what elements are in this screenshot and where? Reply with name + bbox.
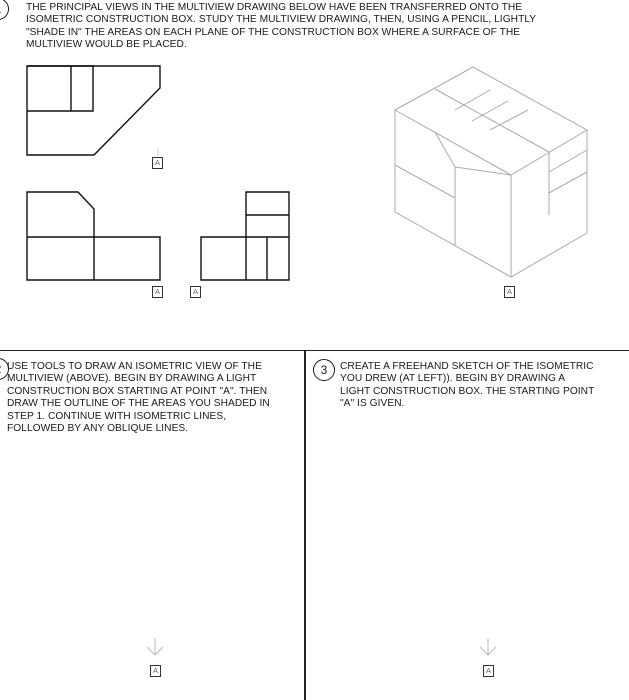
point-a-marker-step-3: A	[483, 665, 494, 677]
point-a-marker-front-view: A	[152, 286, 163, 298]
step-1-line: ISOMETRIC CONSTRUCTION BOX. STUDY THE MULTIVIEW DRAWING, THEN, USING A PENCIL, LIGHTLY	[26, 14, 537, 26]
point-a-marker-side-view: A	[190, 286, 201, 298]
step-1-line: THE PRINCIPAL VIEWS IN THE MULTIVIEW DRAWING BELOW HAVE BEEN TRANSFERRED ONTO THE	[26, 2, 523, 13]
step-3-line: "A" IS GIVEN.	[340, 398, 405, 410]
step-1-line: "SHADE IN" THE AREAS ON EACH PLANE OF THE CONSTRUCTION BOX WHERE A SURFACE OF THE	[26, 26, 521, 38]
step-2-start-arrow	[147, 638, 163, 655]
step-3-line: LIGHT CONSTRUCTION BOX. THE STARTING POINT	[340, 385, 595, 397]
step-3-line: YOU DREW (AT LEFT)). BEGIN BY DRAWING A	[340, 373, 566, 385]
step-3-number: 3	[313, 359, 335, 381]
point-a-marker-step-2: A	[150, 665, 161, 677]
point-a-marker-top-view: A	[152, 157, 163, 169]
step-1-line: MULTIVIEW WOULD BE PLACED.	[26, 39, 187, 51]
step-2-line: CONSTRUCTION BOX STARTING AT POINT "A". THEN	[7, 385, 268, 397]
step-2-line: STEP 1. CONTINUE WITH ISOMETRIC LINES,	[7, 410, 227, 422]
step-3-line: CREATE A FREEHAND SKETCH OF THE ISOMETRIC	[340, 361, 594, 372]
step-2-line: DRAW THE OUTLINE OF THE AREAS YOU SHADED IN	[7, 398, 270, 410]
step-2-line: MULTIVIEW (ABOVE). BEGIN BY DRAWING A LIGHT	[7, 373, 257, 385]
point-a-marker-isometric: A	[504, 286, 515, 298]
step-3-start-arrow	[480, 638, 496, 655]
step-2-line: FOLLOWED BY ANY OBLIQUE LINES.	[7, 423, 189, 435]
step-2-line: USE TOOLS TO DRAW AN ISOMETRIC VIEW OF THE	[7, 361, 262, 372]
